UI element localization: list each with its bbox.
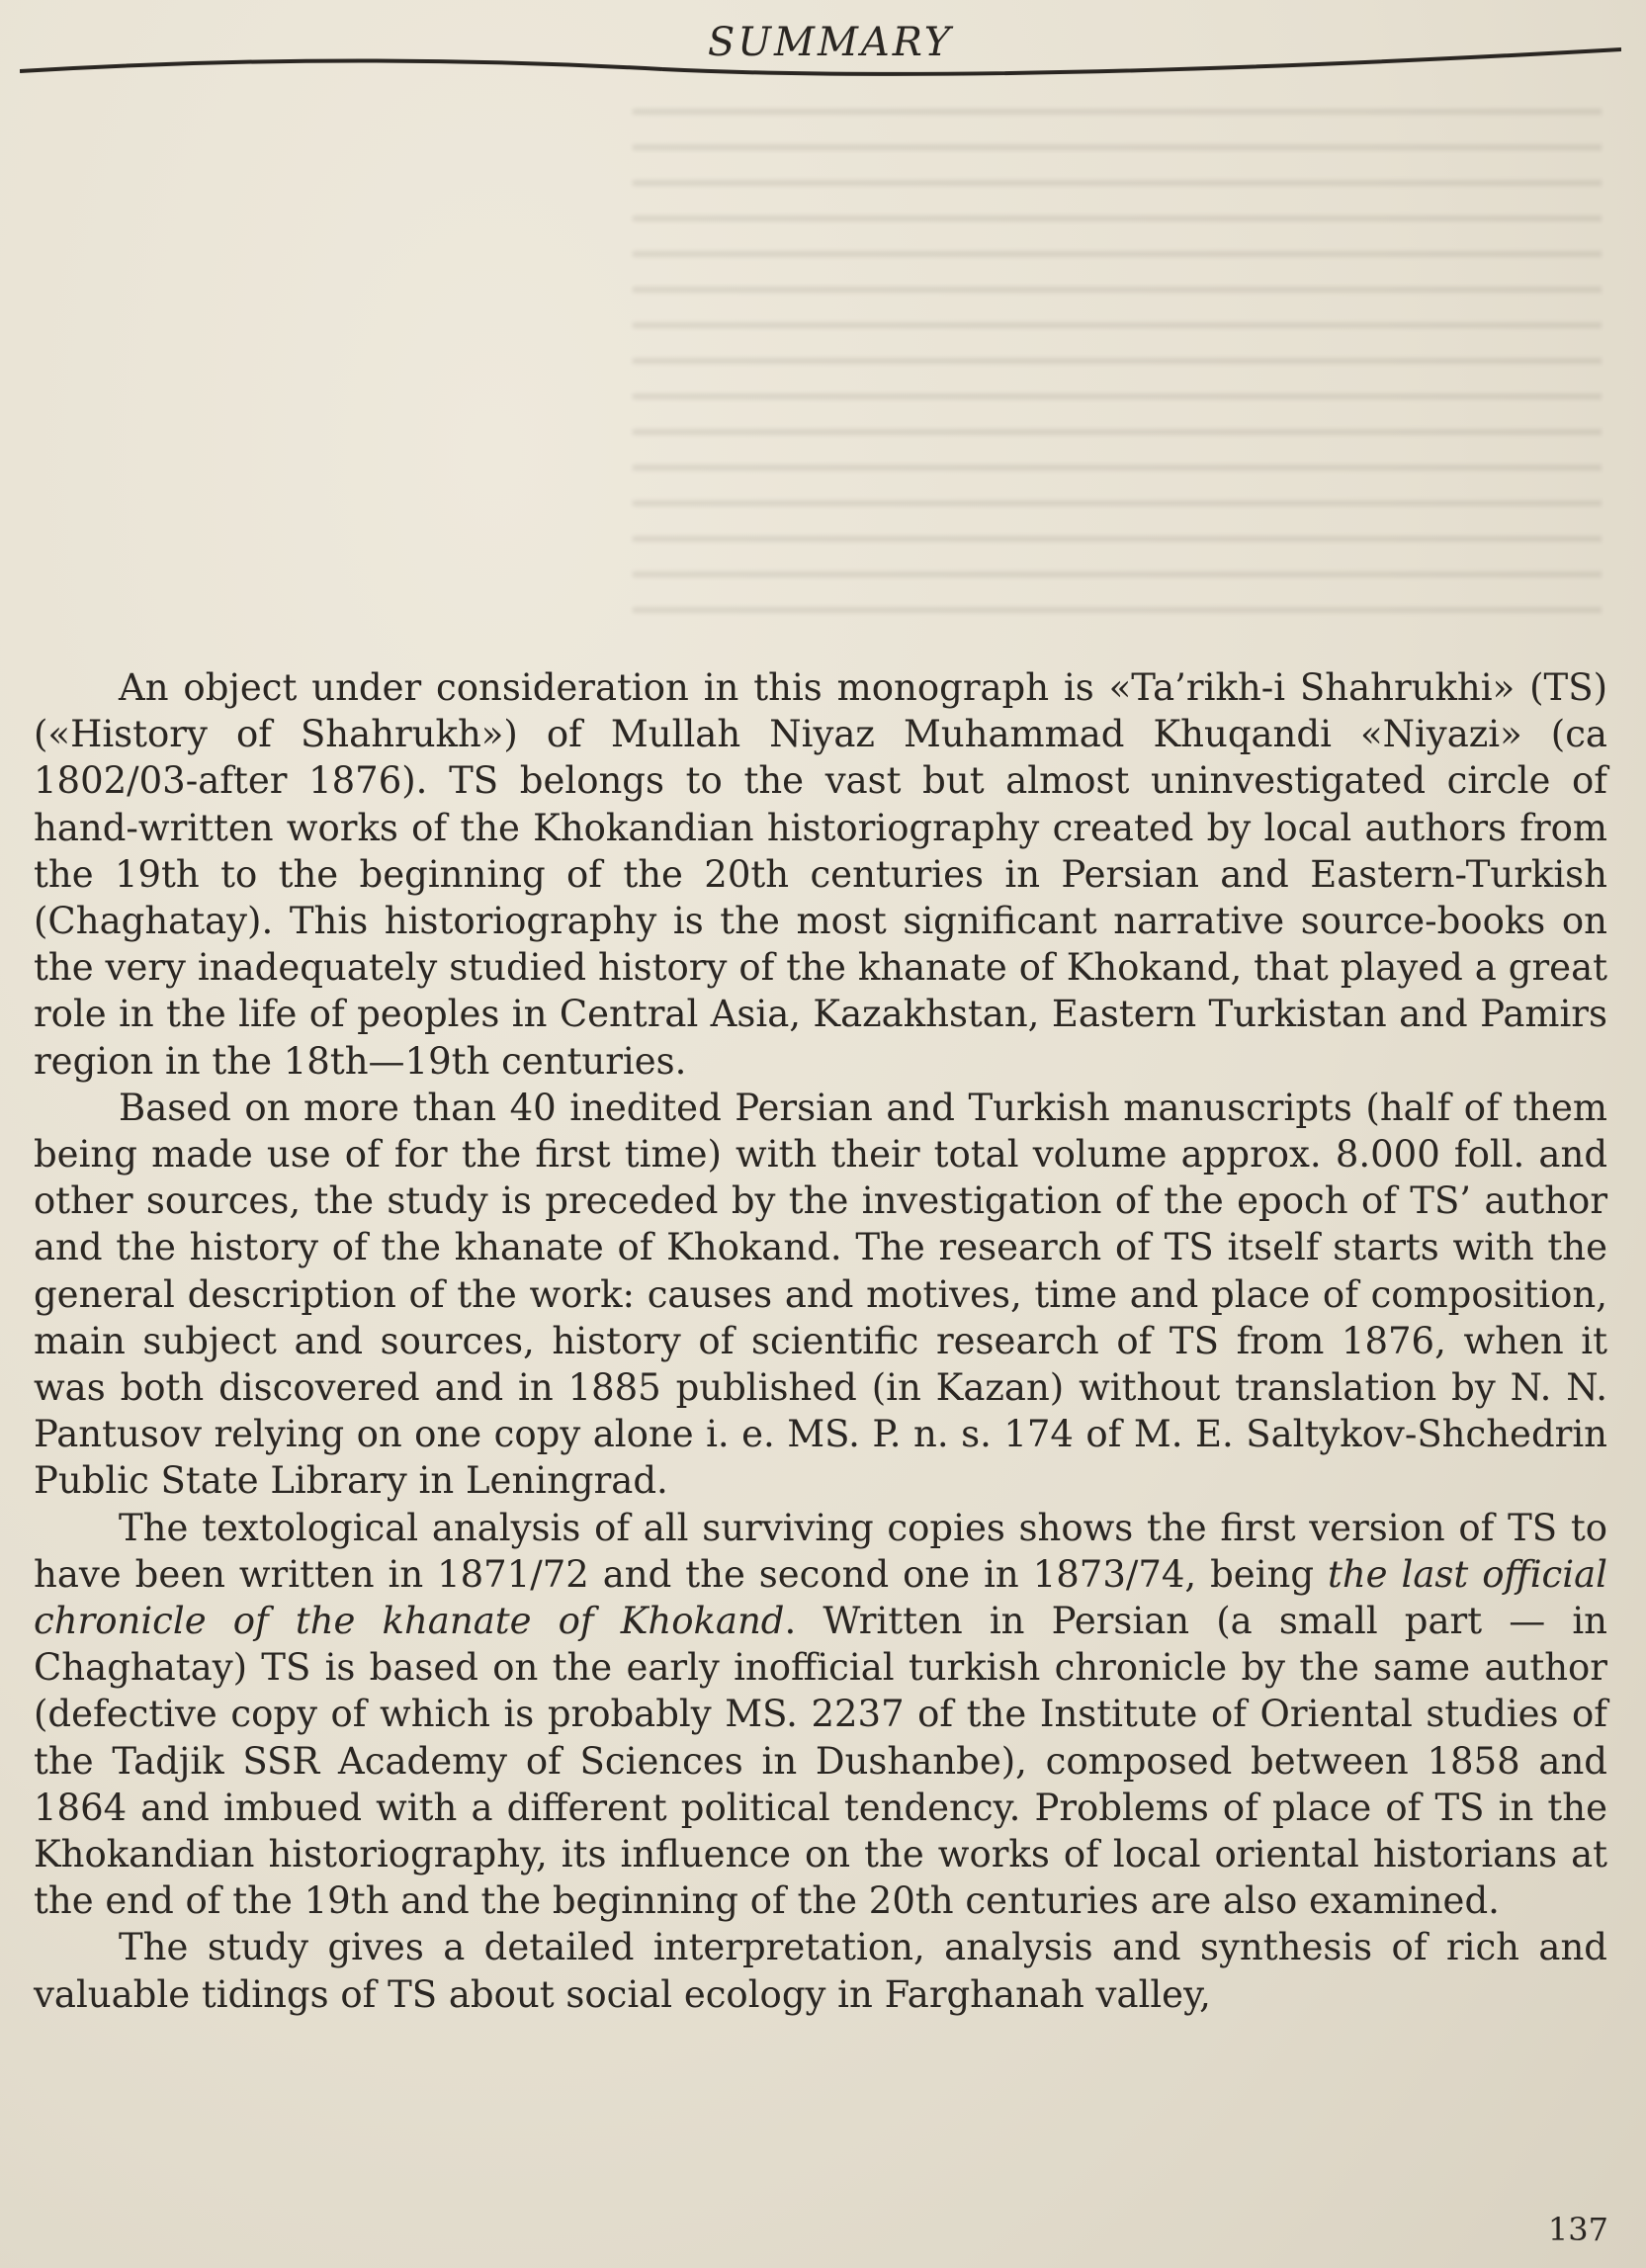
paragraph-1	[34, 664, 1607, 1085]
text-run: Based on more than 40 inedited Persian and Turkish manuscripts (half of them being made use of for the first time) with their total volume approx. 8.000 foll. and other sources, the study is preceded by the investigation of the epoch of TS’ author and the history of the khanate of Khokand. The research of TS itself starts with the general description of the work: causes and motives, time and place of composition, main subject and sources, history of scientific research of TS from 1876, when it was both discovered and in 1885 published (in Kazan) without translation by N. N. Pantusov relying on one copy alone i. e. MS. P. n. s. 174 of M. E. Saltykov-Shchedrin Public State Library in Leningrad.	[34, 1086, 1607, 1503]
page-header	[20, 10, 1621, 89]
text-run: The textological analysis of all surviving copies shows the first version of TS to have been written in 1871/72 and the second one in 1873/74, being	[34, 1506, 1607, 1596]
text-run: An object under consideration in this monograph is «Ta’rikh-i Shahrukhi» (TS) («History of Shahrukh») of Mullah Niyaz Muhammad Khuqandi «Niyazi» (ca 1802/03-after 1876). TS belongs to the vast but almost uninvestigated circle of hand-written works of the Khokandian historiography created by local authors from the 19th to the beginning of the 20th centuries in Persian and Eastern-Turkish (Chaghatay). This historiography is the most significant narrative source-books on the very inadequately studied history of the khanate of Khokand, that played a great role in the life of peoples in Central Asia, Kazakhstan, Eastern Turkistan and Pamirs region in the 18th—19th centuries.	[34, 666, 1607, 1083]
section-title: SUMMARY	[707, 20, 954, 65]
paragraph-2	[34, 1085, 1607, 1505]
paragraph-3	[34, 1505, 1607, 1925]
page-number: 137	[1547, 2211, 1608, 2248]
italic-emphasis: the last official chronicle of the khanate of Khokand	[34, 1552, 1607, 1643]
text-run: . Written in Persian (a small part — in Chaghatay) TS is based on the early inofficial turkish chronicle by the same author (defective copy of which is probably MS. 2237 of the Institute of Oriental studies of the Tadjik SSR Academy of Sciences in Dushanbe), composed between 1858 and 1864 and imbued with a different political tendency. Problems of place of TS in the Khokandian historiography, its influence on the works of local oriental historians at the end of the 19th and the beginning of the 20th centuries are also examined.	[34, 1600, 1607, 1923]
paragraph-4	[34, 1924, 1607, 2017]
summary-body	[34, 664, 1607, 2018]
text-run: The study gives a detailed interpretation, analysis and synthesis of rich and valuable tidings of TS about social ecology in Farghanah valley,	[34, 1926, 1607, 2016]
show-through-text	[633, 89, 1602, 643]
